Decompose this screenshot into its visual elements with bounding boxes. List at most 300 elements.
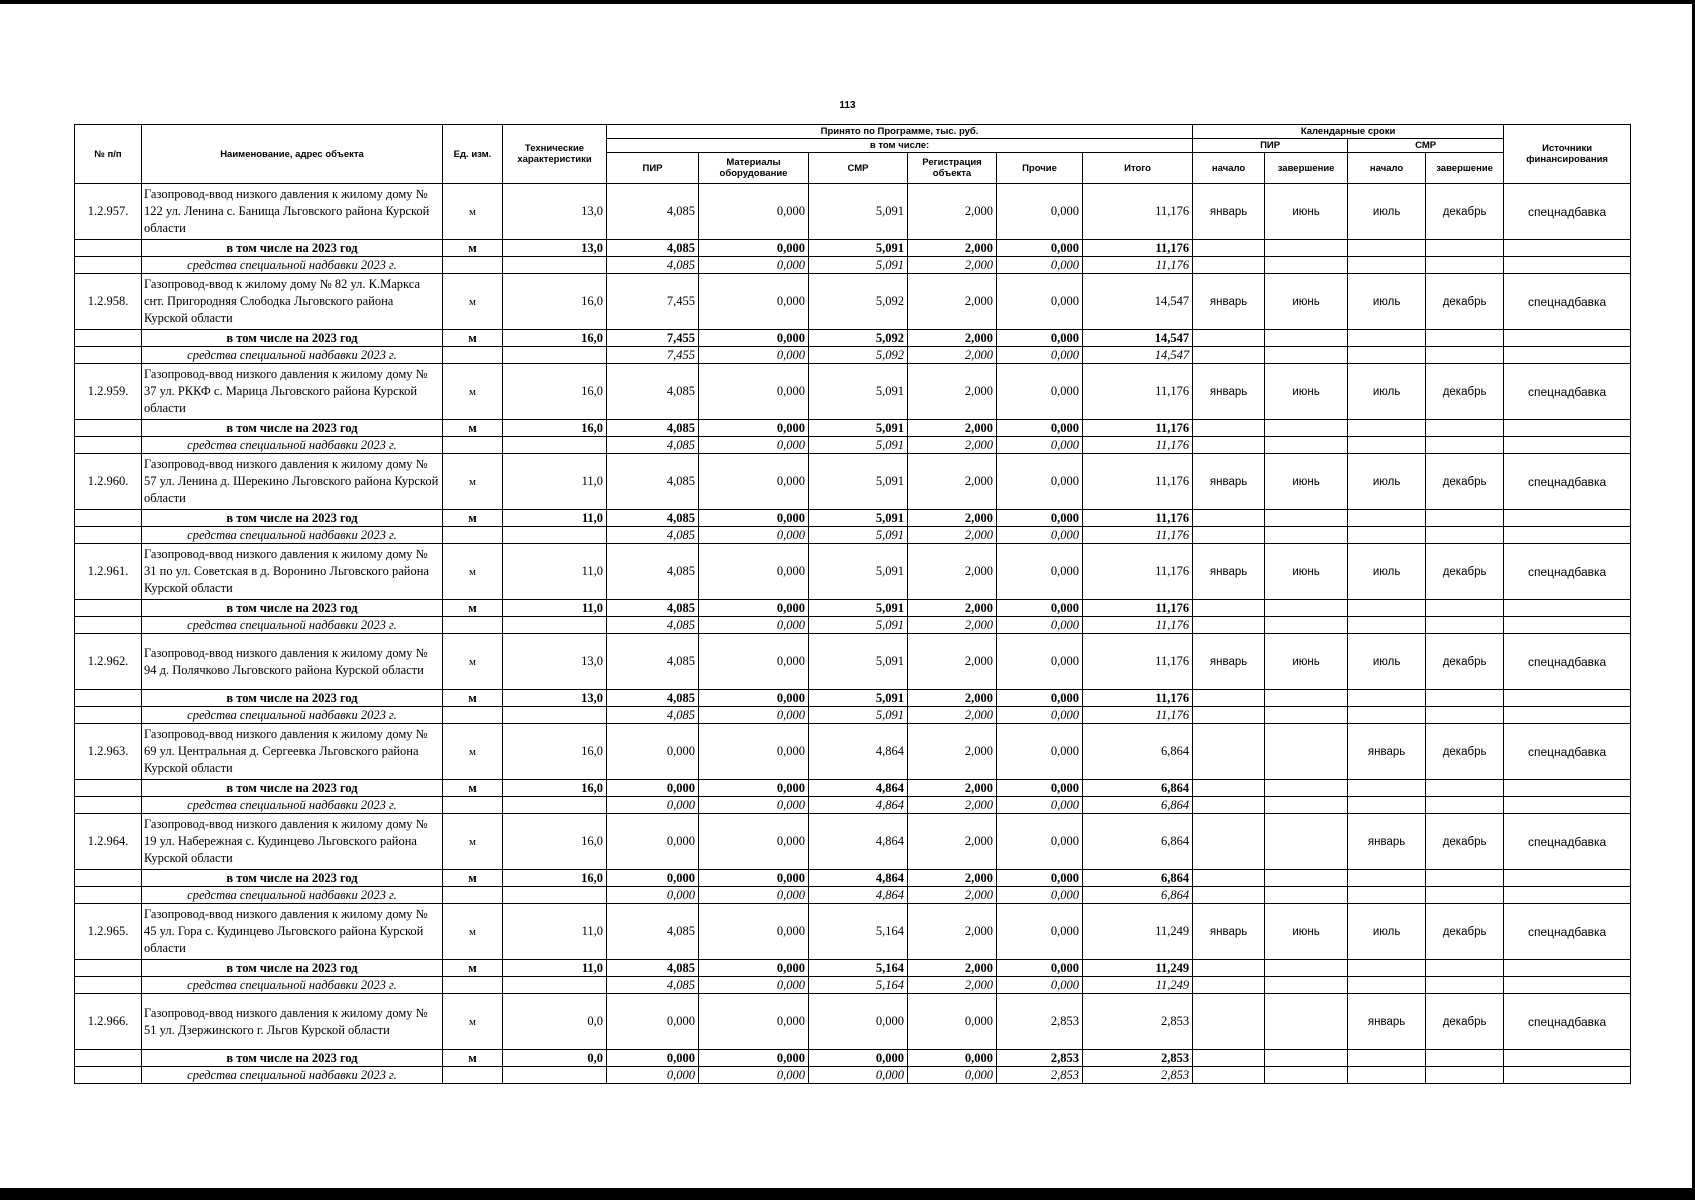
pir-cell: 4,085 [607,527,699,544]
other-cell: 2,853 [997,1050,1083,1067]
program-group-header: Принято по Программе, тыс. руб. [607,125,1193,139]
pir-cell: 4,085 [607,510,699,527]
subtotal-label: в том числе на 2023 год [142,420,443,437]
empty-cell [1265,330,1348,347]
smr-cell: 5,091 [809,544,908,600]
unit-cell: м [443,994,503,1050]
empty-cell [75,870,142,887]
unit-cell: м [443,780,503,797]
empty-cell [1265,960,1348,977]
subtotal-label: в том числе на 2023 год [142,780,443,797]
unit-cell: м [443,544,503,600]
empty-cell [1426,527,1504,544]
col-pir-end-header: завершение [1265,153,1348,184]
registration-cell: 2,000 [908,707,997,724]
registration-cell: 2,000 [908,510,997,527]
pir-start-cell: январь [1193,904,1265,960]
pir-start-cell: январь [1193,184,1265,240]
pir-start-cell [1193,994,1265,1050]
empty-cell [1193,240,1265,257]
object-name: Газопровод-ввод низкого давления к жилому дому № 69 ул. Центральная д. Сергеевка Льговского района Курской области [142,724,443,780]
empty-cell [1193,887,1265,904]
pir-cell: 4,085 [607,454,699,510]
empty-cell [1265,1050,1348,1067]
tech-cell: 13,0 [503,634,607,690]
total-cell: 2,853 [1083,994,1193,1050]
empty-cell [1348,600,1426,617]
pir-cell: 0,000 [607,887,699,904]
empty-cell [1193,1050,1265,1067]
source-label: средства специальной надбавки 2023 г. [142,617,443,634]
year-subtotal-row [75,960,1631,977]
empty-cell [1504,690,1631,707]
object-name: Газопровод-ввод низкого давления к жилому дому № 45 ул. Гора с. Кудинцево Льговского района Курской области [142,904,443,960]
financing-cell: спецнадбавка [1504,274,1631,330]
smr-end-cell: декабрь [1426,454,1504,510]
empty-cell [75,797,142,814]
materials-cell: 0,000 [699,870,809,887]
empty-cell [1426,707,1504,724]
tech-cell: 16,0 [503,274,607,330]
materials-cell: 0,000 [699,437,809,454]
subtotal-label: в том числе на 2023 год [142,690,443,707]
subtotal-label: в том числе на 2023 год [142,870,443,887]
incl-subheader: в том числе: [607,139,1193,153]
registration-cell: 2,000 [908,274,997,330]
empty-cell [1504,420,1631,437]
smr-cell: 5,091 [809,510,908,527]
source-row [75,257,1631,274]
smr-start-cell: январь [1348,994,1426,1050]
total-cell: 11,249 [1083,960,1193,977]
smr-cell: 5,164 [809,904,908,960]
empty-cell [443,347,503,364]
other-cell: 0,000 [997,600,1083,617]
empty-cell [1504,1067,1631,1084]
empty-cell [75,887,142,904]
source-row [75,797,1631,814]
empty-cell [1348,617,1426,634]
registration-cell: 0,000 [908,1050,997,1067]
financing-cell: спецнадбавка [1504,364,1631,420]
col-sources-header: Источники финансирования [1504,125,1631,184]
empty-cell [1193,510,1265,527]
empty-cell [75,347,142,364]
empty-cell [1504,780,1631,797]
pir-cell: 4,085 [607,960,699,977]
registration-cell: 2,000 [908,634,997,690]
materials-cell: 0,000 [699,184,809,240]
subtotal-label: в том числе на 2023 год [142,1050,443,1067]
empty-cell [1426,437,1504,454]
registration-cell: 2,000 [908,904,997,960]
pir-cell: 7,455 [607,330,699,347]
empty-cell [1348,347,1426,364]
smr-cell: 5,091 [809,240,908,257]
empty-cell [75,420,142,437]
empty-cell [503,617,607,634]
tech-cell: 16,0 [503,814,607,870]
pir-cell: 4,085 [607,544,699,600]
other-cell: 0,000 [997,797,1083,814]
source-label: средства специальной надбавки 2023 г. [142,437,443,454]
unit-cell: м [443,724,503,780]
total-cell: 14,547 [1083,347,1193,364]
total-cell: 11,176 [1083,600,1193,617]
pir-cell: 4,085 [607,690,699,707]
unit-cell: м [443,274,503,330]
registration-cell: 2,000 [908,527,997,544]
row-number: 1.2.966. [75,994,142,1050]
empty-cell [1348,527,1426,544]
source-label: средства специальной надбавки 2023 г. [142,887,443,904]
pir-start-cell: январь [1193,634,1265,690]
tech-cell: 13,0 [503,240,607,257]
registration-cell: 2,000 [908,240,997,257]
unit-cell: м [443,240,503,257]
empty-cell [443,527,503,544]
smr-cell: 5,091 [809,707,908,724]
empty-cell [1348,240,1426,257]
registration-cell: 2,000 [908,870,997,887]
other-cell: 2,853 [997,994,1083,1050]
registration-cell: 2,000 [908,600,997,617]
empty-cell [503,977,607,994]
empty-cell [1426,510,1504,527]
source-label: средства специальной надбавки 2023 г. [142,347,443,364]
empty-cell [1265,347,1348,364]
materials-cell: 0,000 [699,364,809,420]
empty-cell [443,437,503,454]
unit-cell: м [443,330,503,347]
empty-cell [443,797,503,814]
empty-cell [1348,1050,1426,1067]
empty-cell [1193,617,1265,634]
financing-cell: спецнадбавка [1504,904,1631,960]
empty-cell [1426,960,1504,977]
materials-cell: 0,000 [699,797,809,814]
total-cell: 11,176 [1083,184,1193,240]
source-row [75,887,1631,904]
total-cell: 14,547 [1083,330,1193,347]
empty-cell [1426,887,1504,904]
pir-cell: 4,085 [607,420,699,437]
total-cell: 6,864 [1083,780,1193,797]
smr-start-cell: июль [1348,454,1426,510]
pir-start-cell: январь [1193,364,1265,420]
empty-cell [1348,780,1426,797]
program-table [74,124,1631,1084]
unit-cell: м [443,184,503,240]
table-body [75,184,1631,1084]
empty-cell [1265,617,1348,634]
other-cell: 0,000 [997,544,1083,600]
empty-cell [1193,977,1265,994]
pir-cell: 7,455 [607,274,699,330]
pir-start-cell: январь [1193,274,1265,330]
smr-cell: 5,164 [809,960,908,977]
row-number: 1.2.959. [75,364,142,420]
unit-cell: м [443,814,503,870]
smr-cell: 5,091 [809,454,908,510]
other-cell: 0,000 [997,707,1083,724]
empty-cell [75,527,142,544]
source-row [75,527,1631,544]
tech-cell: 11,0 [503,600,607,617]
total-cell: 11,249 [1083,904,1193,960]
financing-cell: спецнадбавка [1504,454,1631,510]
pir-end-cell: июнь [1265,634,1348,690]
object-name: Газопровод-ввод низкого давления к жилому дому № 57 ул. Ленина д. Шерекино Льговского района Курской области [142,454,443,510]
other-cell: 0,000 [997,780,1083,797]
empty-cell [1193,600,1265,617]
year-subtotal-row [75,510,1631,527]
registration-cell: 2,000 [908,420,997,437]
total-cell: 11,176 [1083,690,1193,707]
empty-cell [443,887,503,904]
materials-cell: 0,000 [699,510,809,527]
materials-cell: 0,000 [699,977,809,994]
total-cell: 11,176 [1083,240,1193,257]
other-cell: 0,000 [997,330,1083,347]
pir-start-cell [1193,724,1265,780]
smr-cell: 5,091 [809,690,908,707]
empty-cell [1193,420,1265,437]
source-label: средства специальной надбавки 2023 г. [142,707,443,724]
pir-cell: 4,085 [607,437,699,454]
tech-cell: 0,0 [503,994,607,1050]
unit-cell: м [443,510,503,527]
col-unit-header: Ед. изм. [443,125,503,184]
object-name: Газопровод-ввод низкого давления к жилому дому № 37 ул. РККФ с. Марица Льговского района Курской области [142,364,443,420]
source-row [75,1067,1631,1084]
other-cell: 0,000 [997,437,1083,454]
smr-cell: 5,091 [809,184,908,240]
page-number: 113 [839,100,856,111]
other-cell: 0,000 [997,617,1083,634]
year-subtotal-row [75,780,1631,797]
empty-cell [503,797,607,814]
smr-start-cell: июль [1348,364,1426,420]
empty-cell [1348,870,1426,887]
materials-cell: 0,000 [699,527,809,544]
smr-start-cell: июль [1348,904,1426,960]
col-pir-start-header: начало [1193,153,1265,184]
total-cell: 2,853 [1083,1067,1193,1084]
empty-cell [1426,780,1504,797]
total-cell: 11,176 [1083,634,1193,690]
empty-cell [75,1050,142,1067]
empty-cell [75,617,142,634]
empty-cell [75,977,142,994]
pir-cell: 4,085 [607,240,699,257]
materials-cell: 0,000 [699,347,809,364]
empty-cell [1504,510,1631,527]
financing-cell: спецнадбавка [1504,724,1631,780]
smr-cell: 5,091 [809,634,908,690]
object-row [75,814,1631,870]
col-pir-header: ПИР [607,153,699,184]
smr-start-cell: июль [1348,544,1426,600]
other-cell: 0,000 [997,240,1083,257]
smr-start-cell: июль [1348,184,1426,240]
col-name-header: Наименование, адрес объекта [142,125,443,184]
total-cell: 6,864 [1083,724,1193,780]
empty-cell [443,707,503,724]
empty-cell [1193,690,1265,707]
empty-cell [1265,600,1348,617]
empty-cell [503,707,607,724]
subtotal-label: в том числе на 2023 год [142,240,443,257]
smr-cell: 4,864 [809,887,908,904]
year-subtotal-row [75,1050,1631,1067]
total-cell: 11,176 [1083,420,1193,437]
empty-cell [1504,617,1631,634]
empty-cell [1193,527,1265,544]
empty-cell [1426,347,1504,364]
smr-end-cell: декабрь [1426,184,1504,240]
source-row [75,617,1631,634]
registration-cell: 2,000 [908,977,997,994]
empty-cell [503,887,607,904]
year-subtotal-row [75,600,1631,617]
total-cell: 11,176 [1083,544,1193,600]
smr-start-cell: июль [1348,274,1426,330]
unit-cell: м [443,690,503,707]
tech-cell: 13,0 [503,690,607,707]
empty-cell [1348,1067,1426,1084]
smr-cell: 5,091 [809,527,908,544]
empty-cell [1504,527,1631,544]
materials-cell: 0,000 [699,887,809,904]
smr-cell: 5,091 [809,364,908,420]
col-num-header: № п/п [75,125,142,184]
empty-cell [1265,797,1348,814]
source-label: средства специальной надбавки 2023 г. [142,257,443,274]
tech-cell: 16,0 [503,330,607,347]
subtotal-label: в том числе на 2023 год [142,960,443,977]
year-subtotal-row [75,420,1631,437]
object-name: Газопровод-ввод низкого давления к жилому дому № 94 д. Полячково Льговского района Курской области [142,634,443,690]
empty-cell [1265,690,1348,707]
object-name: Газопровод-ввод низкого давления к жилому дому № 51 ул. Дзержинского г. Льгов Курской области [142,994,443,1050]
subtotal-label: в том числе на 2023 год [142,330,443,347]
empty-cell [75,707,142,724]
pir-cell: 0,000 [607,797,699,814]
empty-cell [1348,690,1426,707]
smr-cell: 5,091 [809,257,908,274]
pir-cell: 4,085 [607,364,699,420]
empty-cell [1504,707,1631,724]
empty-cell [503,437,607,454]
empty-cell [1348,420,1426,437]
row-number: 1.2.964. [75,814,142,870]
materials-cell: 0,000 [699,960,809,977]
materials-cell: 0,000 [699,1050,809,1067]
empty-cell [75,240,142,257]
object-row [75,184,1631,240]
empty-cell [1265,257,1348,274]
smr-cell: 5,091 [809,437,908,454]
year-subtotal-row [75,330,1631,347]
row-number: 1.2.963. [75,724,142,780]
empty-cell [1193,347,1265,364]
empty-cell [75,257,142,274]
registration-cell: 2,000 [908,724,997,780]
smr-end-cell: декабрь [1426,724,1504,780]
other-cell: 0,000 [997,887,1083,904]
registration-cell: 2,000 [908,364,997,420]
materials-cell: 0,000 [699,814,809,870]
other-cell: 0,000 [997,510,1083,527]
smr-cell: 5,091 [809,600,908,617]
empty-cell [1265,510,1348,527]
tech-cell: 16,0 [503,724,607,780]
object-row [75,904,1631,960]
empty-cell [1348,887,1426,904]
smr-cell: 0,000 [809,1050,908,1067]
registration-cell: 2,000 [908,797,997,814]
pir-cell: 4,085 [607,617,699,634]
other-cell: 2,853 [997,1067,1083,1084]
empty-cell [1426,240,1504,257]
object-row [75,544,1631,600]
total-cell: 11,249 [1083,977,1193,994]
smr-end-cell: декабрь [1426,364,1504,420]
empty-cell [75,960,142,977]
empty-cell [1504,437,1631,454]
unit-cell: м [443,454,503,510]
total-cell: 11,176 [1083,510,1193,527]
empty-cell [503,257,607,274]
materials-cell: 0,000 [699,274,809,330]
pir-cell: 0,000 [607,724,699,780]
total-cell: 6,864 [1083,887,1193,904]
empty-cell [1426,330,1504,347]
unit-cell: м [443,420,503,437]
smr-end-cell: декабрь [1426,274,1504,330]
empty-cell [1426,797,1504,814]
object-row [75,364,1631,420]
table-header [75,125,1631,184]
other-cell: 0,000 [997,690,1083,707]
source-row [75,347,1631,364]
empty-cell [1193,330,1265,347]
row-number: 1.2.957. [75,184,142,240]
pir-cell: 4,085 [607,634,699,690]
materials-cell: 0,000 [699,994,809,1050]
materials-cell: 0,000 [699,420,809,437]
smr-cell: 0,000 [809,1067,908,1084]
empty-cell [1193,960,1265,977]
materials-cell: 0,000 [699,780,809,797]
empty-cell [443,1067,503,1084]
source-label: средства специальной надбавки 2023 г. [142,797,443,814]
empty-cell [1504,347,1631,364]
materials-cell: 0,000 [699,1067,809,1084]
empty-cell [443,617,503,634]
tech-cell: 16,0 [503,364,607,420]
source-row [75,707,1631,724]
empty-cell [75,510,142,527]
source-label: средства специальной надбавки 2023 г. [142,977,443,994]
total-cell: 11,176 [1083,257,1193,274]
col-tech-header: Технические характеристики [503,125,607,184]
empty-cell [503,527,607,544]
registration-cell: 2,000 [908,330,997,347]
smr-end-cell: декабрь [1426,994,1504,1050]
pir-cell: 4,085 [607,184,699,240]
